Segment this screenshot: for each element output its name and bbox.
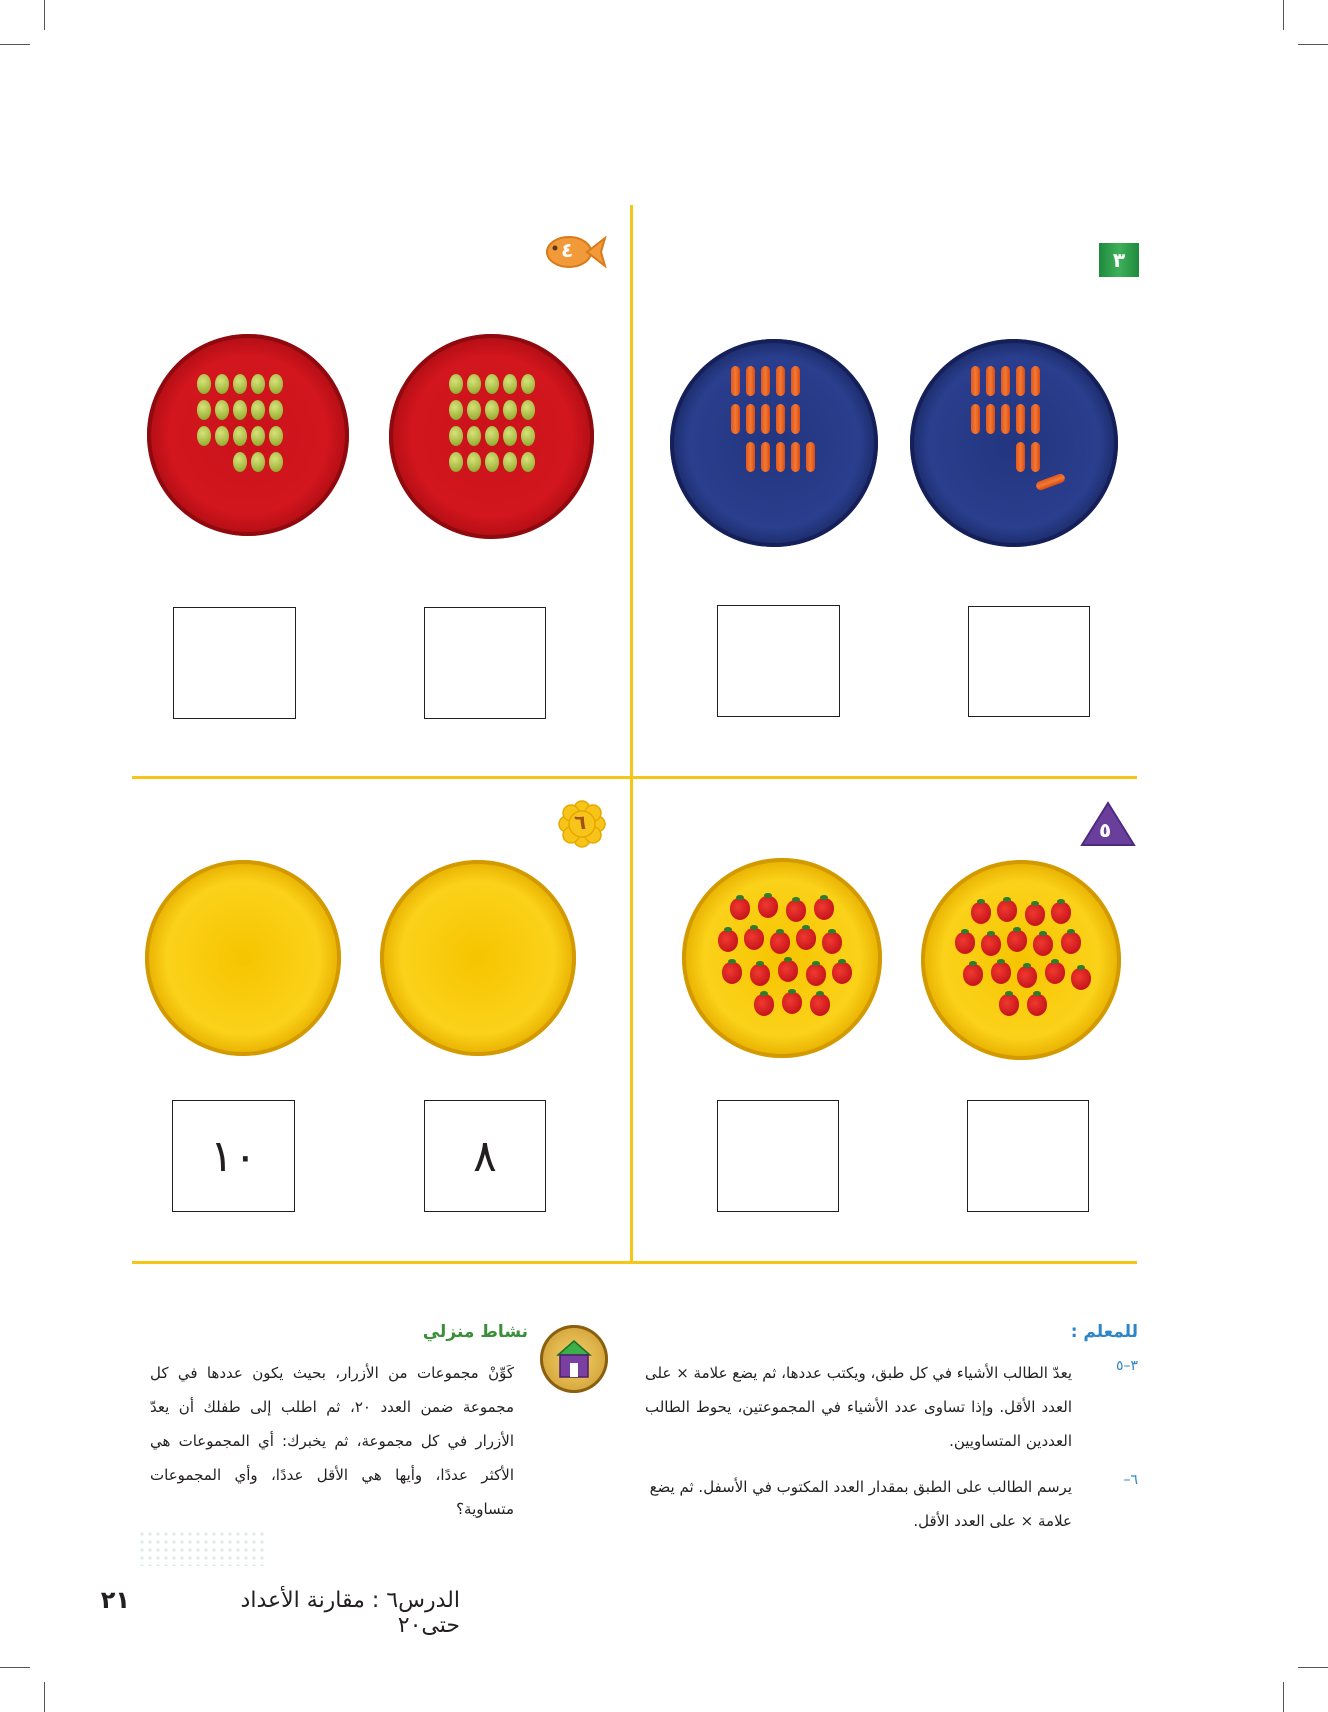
- orange-fish-icon: [543, 230, 607, 274]
- exercise-number: ٤: [561, 238, 574, 262]
- house-icon: [540, 1325, 608, 1393]
- page-number: ٢١: [100, 1586, 130, 1614]
- answer-box[interactable]: [968, 606, 1090, 717]
- yellow-plate[interactable]: [145, 860, 341, 1056]
- crop-mark: [1283, 0, 1284, 30]
- yellow-plate: [682, 858, 882, 1058]
- ministry-watermark-icon: [138, 1530, 266, 1566]
- green-square-icon: [1099, 243, 1139, 277]
- purple-triangle-icon: [1080, 800, 1136, 848]
- bottom-divider: [132, 1261, 1137, 1264]
- answer-box[interactable]: [173, 607, 296, 719]
- teacher-note-text: يعدّ الطالب الأشياء في كل طبق، ويكتب عددها، ثم يضع علامة × على العدد الأقل. وإذا تساوى عدد الأشياء في المجموعتين، يحوط الطالب العددين المتساويين.: [645, 1364, 1072, 1450]
- red-plate: [147, 334, 349, 536]
- teacher-note-text: يرسم الطالب على الطبق بمقدار العدد المكتوب في الأسفل. ثم يضع علامة × على العدد الأقل.: [649, 1478, 1072, 1530]
- crop-mark: [0, 44, 30, 45]
- answer-box[interactable]: ٨: [424, 1100, 546, 1212]
- blue-plate: [910, 339, 1118, 547]
- crop-mark: [44, 1682, 45, 1712]
- yellow-flower-icon: [558, 800, 606, 848]
- answer-box[interactable]: [717, 605, 840, 717]
- home-activity-title: نشاط منزلي: [422, 1322, 528, 1342]
- lesson-title: الدرس٦ : مقارنة الأعداد حتى٢٠: [240, 1588, 460, 1638]
- answer-box[interactable]: [717, 1100, 839, 1212]
- vertical-divider: [630, 205, 633, 1263]
- teacher-note-number: ٦–: [1123, 1472, 1138, 1488]
- exercise-number: ٦: [574, 810, 587, 834]
- answer-box[interactable]: ١٠: [172, 1100, 295, 1212]
- yellow-plate: [921, 860, 1121, 1060]
- red-plate: [389, 334, 594, 539]
- teacher-note-number: ٣–٥: [1115, 1358, 1138, 1374]
- exercise-number: ٣: [1112, 248, 1126, 272]
- yellow-plate[interactable]: [380, 860, 576, 1056]
- blue-plate: [670, 339, 878, 547]
- answer-box[interactable]: [967, 1100, 1089, 1212]
- crop-mark: [1283, 1682, 1284, 1712]
- crop-mark: [0, 1667, 30, 1668]
- horizontal-divider: [132, 776, 1137, 779]
- exercise-number: ٥: [1099, 818, 1112, 842]
- home-activity-text: كَوِّنْ مجموعات من الأزرار، بحيث يكون عددها في كل مجموعة ضمن العدد ٢٠، ثم اطلب إلى طفلك أن يعدّ الأزرار في كل مجموعة، ثم يخبرك: أي المجموعات هي الأكثر عددًا، وأيها هي الأقل عددًا، وأي المجموعات متساوية؟: [150, 1364, 515, 1518]
- answer-box[interactable]: [424, 607, 546, 719]
- crop-mark: [44, 0, 45, 30]
- teacher-note-title: للمعلم :: [1070, 1322, 1138, 1342]
- crop-mark: [1298, 1667, 1328, 1668]
- crop-mark: [1298, 44, 1328, 45]
